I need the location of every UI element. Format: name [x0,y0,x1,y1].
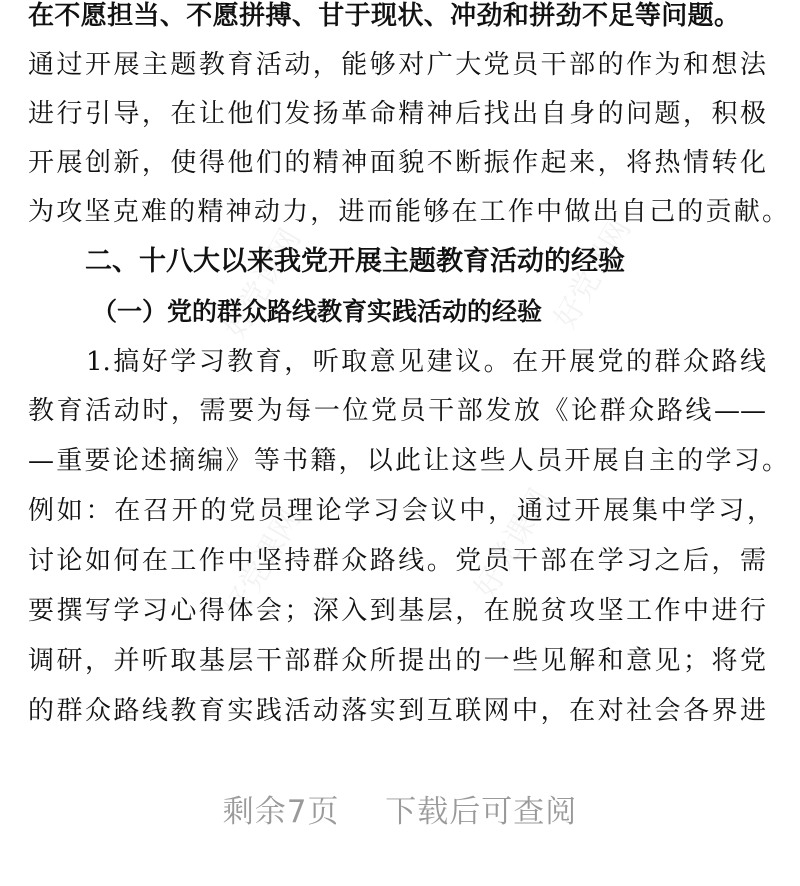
watermark: 好党课网 [217,503,309,625]
paragraph-line: 进行引导，在让他们发扬革命精神后找出自身的问题，积极 [28,99,766,129]
paragraph-line: 教育活动时，需要为每一位党员干部发放《论群众路线—— [28,396,766,426]
watermark: 好党课网 [467,483,559,605]
watermark: 好党课网 [547,213,639,335]
paragraph-line: 在不愿担当、不愿拼搏、甘于现状、冲劲和拼劲不足等问题。 [28,1,740,31]
paragraph-line: 1.搞好学习教育，听取意见建议。在开展党的群众路线 [86,347,766,377]
paragraph-line: —重要论述摘编》等书籍，以此让这些人员开展自主的学习。 [28,446,788,476]
paragraph-line: 要撰写学习心得体会；深入到基层，在脱贫攻坚工作中进行 [28,596,766,626]
paragraph-line: 通过开展主题教育活动，能够对广大党员干部的作为和想法 [28,50,766,80]
section-heading: 二、十八大以来我党开展主题教育活动的经验 [85,246,625,277]
remaining-pages-label: 剩余7页 [222,794,340,830]
paragraph-line: 例如：在召开的党员理论学习会议中，通过开展集中学习， [28,496,773,526]
paragraph-line: 为攻坚克难的精神动力，进而能够在工作中做出自己的贡献。 [28,197,788,227]
paragraph-line: 的群众路线教育实践活动落实到互联网中，在对社会各界进 [28,696,766,726]
download-label[interactable]: 下载后可查阅 [385,794,578,830]
paragraph-line: 讨论如何在工作中坚持群众路线。党员干部在学习之后，需 [28,546,766,576]
subsection-heading: （一）党的群众路线教育实践活动的经验 [92,297,543,326]
download-prompt[interactable] [0,786,800,831]
paragraph-line: 调研，并听取基层干部群众所提出的一些见解和意见；将党 [28,646,766,676]
watermark: 好党课网 [217,223,309,345]
paragraph-line: 开展创新，使得他们的精神面貌不断振作起来，将热情转化 [28,148,766,178]
